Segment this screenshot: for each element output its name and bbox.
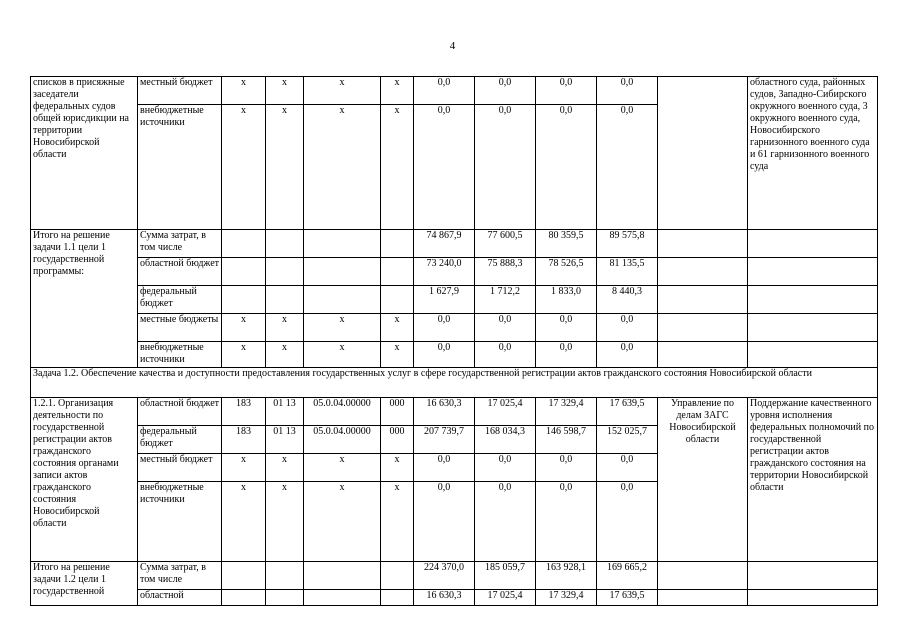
amount-cell: 185 059,7	[475, 562, 536, 590]
amount-cell: 0,0	[536, 454, 597, 482]
amount-cell: 1 833,0	[536, 286, 597, 314]
amount-cell: 1 627,9	[414, 286, 475, 314]
task-heading-row	[31, 368, 878, 398]
executor-cell	[658, 77, 748, 230]
amount-cell: 75 888,3	[475, 258, 536, 286]
executor-cell	[658, 314, 748, 342]
code-cell	[381, 230, 414, 258]
code-cell: х	[266, 314, 304, 342]
executor-cell: Управление по делам ЗАГС Новосибирской области	[658, 398, 748, 562]
funding-source: Сумма затрат, в том числе	[138, 230, 222, 258]
funding-source: внебюджетные источники	[138, 342, 222, 368]
task-heading: Задача 1.2. Обеспечение качества и доступности предоставления государственных услуг в сфере государственной регистрации актов гражданского состояния Новосибирской области	[31, 368, 878, 398]
table-row	[31, 314, 878, 342]
code-cell: х	[304, 342, 381, 368]
code-cell: х	[304, 454, 381, 482]
amount-cell: 0,0	[536, 314, 597, 342]
result-cell	[748, 562, 878, 590]
code-cell: 000	[381, 426, 414, 454]
amount-cell: 0,0	[597, 482, 658, 562]
amount-cell: 16 630,3	[414, 398, 475, 426]
code-cell	[381, 562, 414, 590]
code-cell: х	[266, 105, 304, 230]
amount-cell: 17 329,4	[536, 398, 597, 426]
executor-cell	[658, 286, 748, 314]
code-cell	[304, 286, 381, 314]
code-cell: х	[381, 314, 414, 342]
amount-cell: 146 598,7	[536, 426, 597, 454]
code-cell	[222, 590, 266, 606]
code-cell: х	[266, 77, 304, 105]
funding-source: областной бюджет	[138, 398, 222, 426]
amount-cell: 152 025,7	[597, 426, 658, 454]
code-cell: х	[304, 314, 381, 342]
amount-cell: 0,0	[536, 77, 597, 105]
amount-cell: 0,0	[414, 482, 475, 562]
code-cell: х	[381, 342, 414, 368]
code-cell	[304, 230, 381, 258]
amount-cell: 0,0	[475, 314, 536, 342]
code-cell: х	[222, 314, 266, 342]
program-table	[30, 76, 878, 606]
amount-cell: 0,0	[414, 105, 475, 230]
code-cell	[304, 258, 381, 286]
code-cell: 183	[222, 398, 266, 426]
funding-source: внебюджетные источники	[138, 105, 222, 230]
amount-cell: 89 575,8	[597, 230, 658, 258]
result-cell	[748, 258, 878, 286]
funding-source: федеральный бюджет	[138, 426, 222, 454]
code-cell: х	[266, 342, 304, 368]
code-cell: х	[222, 482, 266, 562]
amount-cell: 0,0	[597, 105, 658, 230]
amount-cell: 16 630,3	[414, 590, 475, 606]
table-row	[31, 230, 878, 258]
code-cell: х	[266, 454, 304, 482]
code-cell: х	[222, 342, 266, 368]
code-cell: 01 13	[266, 398, 304, 426]
executor-cell	[658, 562, 748, 590]
amount-cell: 207 739,7	[414, 426, 475, 454]
amount-cell: 0,0	[597, 314, 658, 342]
amount-cell: 0,0	[414, 454, 475, 482]
amount-cell: 0,0	[597, 454, 658, 482]
result-cell	[748, 342, 878, 368]
page-number: 4	[449, 40, 456, 52]
amount-cell: 0,0	[475, 105, 536, 230]
code-cell	[222, 258, 266, 286]
amount-cell: 0,0	[597, 342, 658, 368]
amount-cell: 81 135,5	[597, 258, 658, 286]
executor-cell	[658, 230, 748, 258]
table-row	[31, 286, 878, 314]
code-cell	[222, 286, 266, 314]
executor-cell	[658, 258, 748, 286]
code-cell	[266, 230, 304, 258]
row-group-name: списков в присяжные заседатели федеральных судов общей юрисдикции на территории Новосибирской области	[31, 77, 138, 230]
row-group-name: 1.2.1. Организация деятельности по государственной регистрации актов гражданского состояния органами записи актов гражданского состояния Новосибирской области	[31, 398, 138, 562]
result-cell	[748, 230, 878, 258]
code-cell: х	[222, 454, 266, 482]
table-row	[31, 342, 878, 368]
table-row	[31, 562, 878, 590]
code-cell	[381, 258, 414, 286]
code-cell	[304, 590, 381, 606]
result-cell	[748, 314, 878, 342]
funding-source: местные бюджеты	[138, 314, 222, 342]
amount-cell: 17 639,5	[597, 590, 658, 606]
amount-cell: 0,0	[536, 342, 597, 368]
row-group-name: Итого на решение задачи 1.1 цели 1 государственной программы:	[31, 230, 138, 368]
table-row	[31, 77, 878, 105]
amount-cell: 73 240,0	[414, 258, 475, 286]
amount-cell: 0,0	[414, 342, 475, 368]
result-cell: Поддержание качественного уровня исполнения федеральных полномочий по государственной регистрации актов гражданского состояния на территории Новосибирской области	[748, 398, 878, 562]
amount-cell: 0,0	[414, 314, 475, 342]
amount-cell: 1 712,2	[475, 286, 536, 314]
table-body	[31, 77, 878, 606]
amount-cell: 168 034,3	[475, 426, 536, 454]
code-cell	[222, 562, 266, 590]
table-row	[31, 258, 878, 286]
code-cell: х	[222, 77, 266, 105]
amount-cell: 17 639,5	[597, 398, 658, 426]
code-cell	[266, 562, 304, 590]
code-cell: 05.0.04.00000	[304, 398, 381, 426]
result-cell	[748, 286, 878, 314]
funding-source: областной	[138, 590, 222, 606]
code-cell: х	[381, 77, 414, 105]
code-cell: 01 13	[266, 426, 304, 454]
code-cell: 183	[222, 426, 266, 454]
amount-cell: 8 440,3	[597, 286, 658, 314]
amount-cell: 0,0	[414, 77, 475, 105]
code-cell	[304, 562, 381, 590]
amount-cell: 0,0	[475, 482, 536, 562]
funding-source: местный бюджет	[138, 454, 222, 482]
code-cell: х	[222, 105, 266, 230]
code-cell	[266, 590, 304, 606]
funding-source: внебюджетные источники	[138, 482, 222, 562]
amount-cell: 0,0	[536, 105, 597, 230]
code-cell	[222, 230, 266, 258]
code-cell: х	[304, 482, 381, 562]
amount-cell: 0,0	[475, 454, 536, 482]
table-row	[31, 590, 878, 606]
code-cell: х	[381, 105, 414, 230]
amount-cell: 74 867,9	[414, 230, 475, 258]
amount-cell: 78 526,5	[536, 258, 597, 286]
amount-cell: 0,0	[475, 342, 536, 368]
executor-cell	[658, 342, 748, 368]
result-cell	[748, 590, 878, 606]
amount-cell: 169 665,2	[597, 562, 658, 590]
amount-cell: 77 600,5	[475, 230, 536, 258]
funding-source: местный бюджет	[138, 77, 222, 105]
funding-source: областной бюджет	[138, 258, 222, 286]
amount-cell: 0,0	[597, 77, 658, 105]
code-cell: 05.0.04.00000	[304, 426, 381, 454]
result-cell: областного суда, районных судов, Западно-Сибирского окружного военного суда, 3 окружного военного суда, Новосибирского гарнизонного военного суда и 61 гарнизонного военного суда	[748, 77, 878, 230]
amount-cell: 17 329,4	[536, 590, 597, 606]
executor-cell	[658, 590, 748, 606]
code-cell: х	[381, 482, 414, 562]
amount-cell: 224 370,0	[414, 562, 475, 590]
amount-cell: 17 025,4	[475, 398, 536, 426]
code-cell: х	[266, 482, 304, 562]
code-cell	[381, 590, 414, 606]
amount-cell: 17 025,4	[475, 590, 536, 606]
funding-source: федеральный бюджет	[138, 286, 222, 314]
code-cell	[266, 286, 304, 314]
code-cell	[381, 286, 414, 314]
table-row	[31, 398, 878, 426]
code-cell: х	[304, 105, 381, 230]
code-cell: 000	[381, 398, 414, 426]
amount-cell: 0,0	[475, 77, 536, 105]
amount-cell: 0,0	[536, 482, 597, 562]
row-group-name: Итого на решение задачи 1.2 цели 1 государственной	[31, 562, 138, 606]
amount-cell: 80 359,5	[536, 230, 597, 258]
code-cell: х	[381, 454, 414, 482]
code-cell	[266, 258, 304, 286]
code-cell: х	[304, 77, 381, 105]
funding-source: Сумма затрат, в том числе	[138, 562, 222, 590]
amount-cell: 163 928,1	[536, 562, 597, 590]
